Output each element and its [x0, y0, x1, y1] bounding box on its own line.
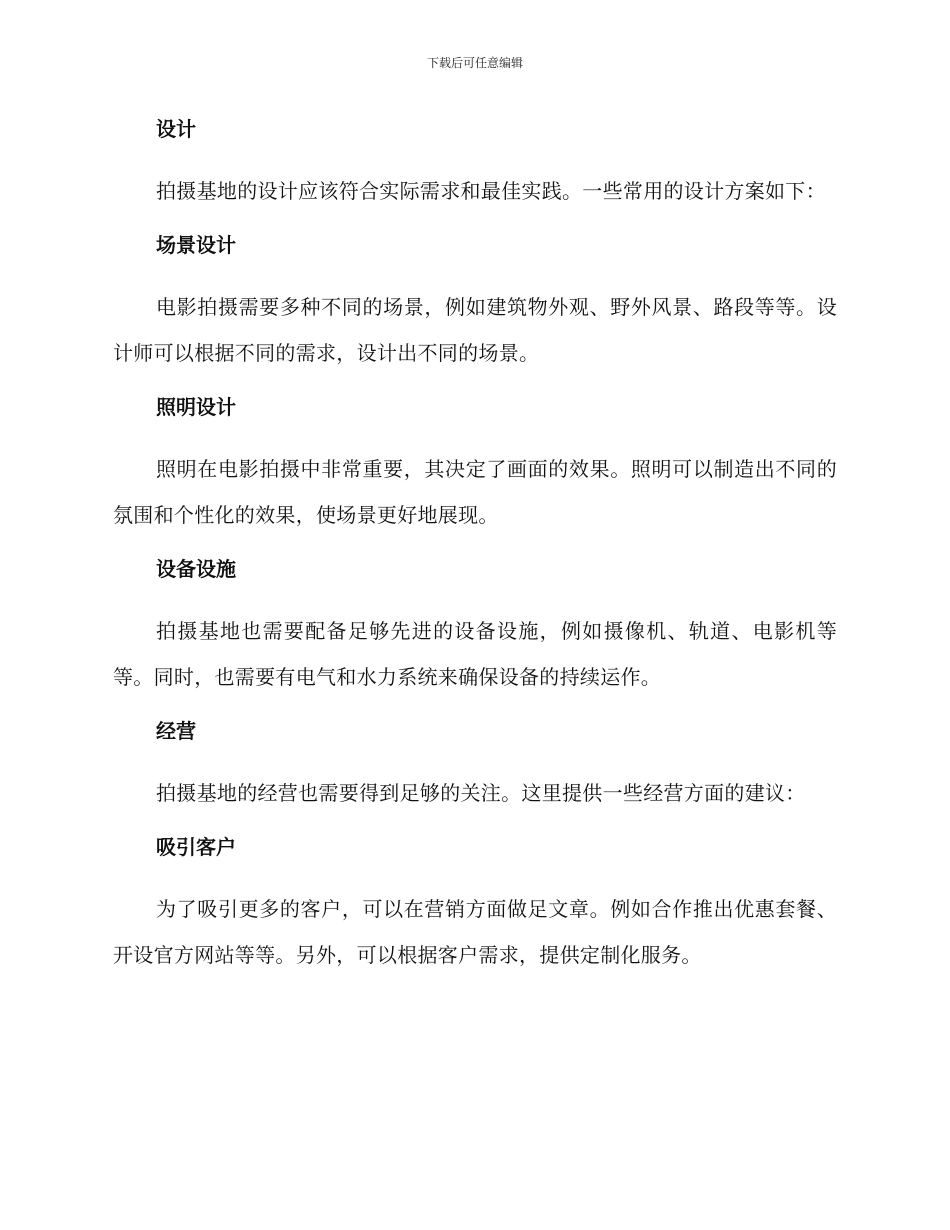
section-heading-operation: 经营: [156, 719, 196, 743]
page-header: 下载后可任意编辑: [426, 56, 523, 70]
section-heading-equipment: 设备设施: [156, 557, 236, 581]
paragraph-scene-design: 电影拍摄需要多种不同的场景，例如建筑物外观、野外风景、路段等等。设计师可以根据不同的需求，设计出不同的场景。: [113, 295, 837, 365]
section-heading-design: 设计: [156, 117, 196, 141]
paragraph-attract-customers: 为了吸引更多的客户，可以在营销方面做足文章。例如合作推出优惠套餐、开设官方网站等等。另外，可以根据客户需求，提供定制化服务。: [113, 897, 837, 967]
paragraph-design: 拍摄基地的设计应该符合实际需求和最佳实践。一些常用的设计方案如下：: [156, 179, 826, 203]
paragraph-operation: 拍摄基地的经营也需要得到足够的关注。这里提供一些经营方面的建议：: [156, 781, 806, 805]
section-heading-attract-customers: 吸引客户: [156, 835, 236, 859]
paragraph-equipment: 拍摄基地也需要配备足够先进的设备设施，例如摄像机、轨道、电影机等等。同时，也需要有电气和水力系统来确保设备的持续运作。: [113, 619, 837, 689]
section-heading-lighting-design: 照明设计: [156, 395, 236, 419]
paragraph-lighting-design: 照明在电影拍摄中非常重要，其决定了画面的效果。照明可以制造出不同的氛围和个性化的效果，使场景更好地展现。: [113, 457, 837, 527]
section-heading-scene-design: 场景设计: [156, 233, 236, 257]
document-body: [113, 112, 837, 992]
